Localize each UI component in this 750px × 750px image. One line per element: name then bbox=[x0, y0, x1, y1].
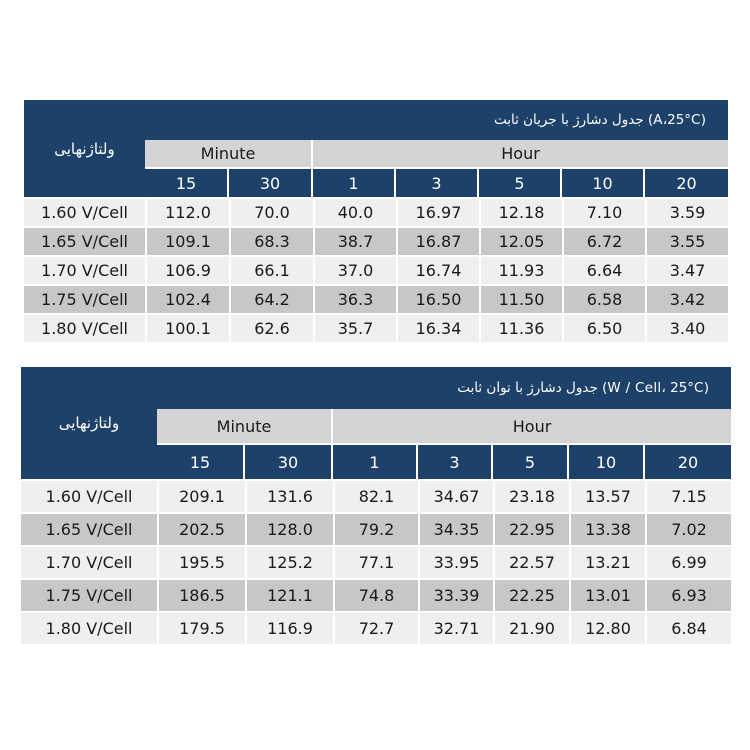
row-label: 1.65 V/Cell bbox=[24, 226, 145, 255]
table-cell: 3.55 bbox=[645, 226, 728, 255]
table-row bbox=[24, 313, 728, 342]
table-cell: 62.6 bbox=[229, 313, 313, 342]
table-cell: 179.5 bbox=[157, 611, 245, 644]
row-label: 1.70 V/Cell bbox=[24, 255, 145, 284]
table-cell: 64.2 bbox=[229, 284, 313, 313]
table-cell: 82.1 bbox=[333, 479, 418, 512]
column-header: 5 bbox=[479, 167, 562, 197]
row-label: 1.80 V/Cell bbox=[21, 611, 157, 644]
table-cell: 12.05 bbox=[479, 226, 562, 255]
table-cell: 11.50 bbox=[479, 284, 562, 313]
table-cell: 125.2 bbox=[245, 545, 333, 578]
row-label: 1.80 V/Cell bbox=[24, 313, 145, 342]
table-cell: 116.9 bbox=[245, 611, 333, 644]
table-cell: 6.50 bbox=[562, 313, 645, 342]
table-cell: 21.90 bbox=[493, 611, 569, 644]
table-cell: 34.67 bbox=[418, 479, 493, 512]
column-header: 15 bbox=[157, 443, 245, 479]
table-cell: 100.1 bbox=[145, 313, 229, 342]
table-cell: 3.42 bbox=[645, 284, 728, 313]
row-label: 1.60 V/Cell bbox=[21, 479, 157, 512]
table-cell: 40.0 bbox=[313, 197, 396, 226]
table-cell: 13.57 bbox=[569, 479, 645, 512]
table-cell: 22.57 bbox=[493, 545, 569, 578]
constant-current-table bbox=[24, 100, 728, 342]
table-cell: 209.1 bbox=[157, 479, 245, 512]
hour-group-header: Hour bbox=[313, 140, 728, 167]
table-cell: 12.18 bbox=[479, 197, 562, 226]
column-header: 1 bbox=[313, 167, 396, 197]
table-cell: 66.1 bbox=[229, 255, 313, 284]
table-cell: 16.87 bbox=[396, 226, 479, 255]
table-cell: 6.72 bbox=[562, 226, 645, 255]
column-header: 30 bbox=[229, 167, 313, 197]
column-header: 1 bbox=[333, 443, 418, 479]
constant-power-table bbox=[21, 367, 731, 644]
table-cell: 35.7 bbox=[313, 313, 396, 342]
row-label: 1.75 V/Cell bbox=[21, 578, 157, 611]
table-title: جدول دشارژ با توان ثابت (W / Cell، 25°C) bbox=[157, 367, 731, 409]
column-header: 30 bbox=[245, 443, 333, 479]
column-header: 3 bbox=[418, 443, 493, 479]
table-cell: 186.5 bbox=[157, 578, 245, 611]
table-cell: 202.5 bbox=[157, 512, 245, 545]
column-header: 20 bbox=[645, 167, 728, 197]
table-cell: 72.7 bbox=[333, 611, 418, 644]
table-cell: 131.6 bbox=[245, 479, 333, 512]
minute-group-header: Minute bbox=[145, 140, 313, 167]
table-cell: 34.35 bbox=[418, 512, 493, 545]
table-cell: 36.3 bbox=[313, 284, 396, 313]
table-cell: 3.59 bbox=[645, 197, 728, 226]
table-cell: 23.18 bbox=[493, 479, 569, 512]
row-label: 1.75 V/Cell bbox=[24, 284, 145, 313]
table-cell: 121.1 bbox=[245, 578, 333, 611]
table-cell: 11.93 bbox=[479, 255, 562, 284]
table-cell: 7.02 bbox=[645, 512, 731, 545]
column-header: 10 bbox=[569, 443, 645, 479]
table-cell: 3.40 bbox=[645, 313, 728, 342]
table-cell: 77.1 bbox=[333, 545, 418, 578]
column-header: 10 bbox=[562, 167, 645, 197]
row-label: 1.70 V/Cell bbox=[21, 545, 157, 578]
table-row bbox=[21, 479, 731, 512]
table-cell: 68.3 bbox=[229, 226, 313, 255]
table-cell: 11.36 bbox=[479, 313, 562, 342]
table-cell: 74.8 bbox=[333, 578, 418, 611]
column-header: 15 bbox=[145, 167, 229, 197]
column-header: 3 bbox=[396, 167, 479, 197]
hour-group-header: Hour bbox=[333, 409, 731, 443]
table-cell: 16.74 bbox=[396, 255, 479, 284]
table-row bbox=[24, 226, 728, 255]
table-cell: 102.4 bbox=[145, 284, 229, 313]
table-cell: 7.15 bbox=[645, 479, 731, 512]
table-cell: 22.95 bbox=[493, 512, 569, 545]
table-cell: 38.7 bbox=[313, 226, 396, 255]
row-label: 1.60 V/Cell bbox=[24, 197, 145, 226]
table-row bbox=[24, 255, 728, 284]
table-cell: 13.01 bbox=[569, 578, 645, 611]
table-cell: 13.38 bbox=[569, 512, 645, 545]
table-title: جدول دشارژ با جریان ثابت (A،25°C) bbox=[145, 100, 728, 140]
table-cell: 6.93 bbox=[645, 578, 731, 611]
column-header: 5 bbox=[493, 443, 569, 479]
table-cell: 109.1 bbox=[145, 226, 229, 255]
table-cell: 16.50 bbox=[396, 284, 479, 313]
table-cell: 33.39 bbox=[418, 578, 493, 611]
table-cell: 195.5 bbox=[157, 545, 245, 578]
table-row bbox=[21, 611, 731, 644]
minute-group-header: Minute bbox=[157, 409, 333, 443]
table-cell: 22.25 bbox=[493, 578, 569, 611]
table-cell: 13.21 bbox=[569, 545, 645, 578]
table-row bbox=[24, 197, 728, 226]
table-cell: 16.34 bbox=[396, 313, 479, 342]
table-cell: 16.97 bbox=[396, 197, 479, 226]
column-header: 20 bbox=[645, 443, 731, 479]
table-cell: 79.2 bbox=[333, 512, 418, 545]
table-cell: 128.0 bbox=[245, 512, 333, 545]
table-cell: 6.58 bbox=[562, 284, 645, 313]
table-cell: 3.47 bbox=[645, 255, 728, 284]
table-cell: 6.64 bbox=[562, 255, 645, 284]
table-row bbox=[21, 512, 731, 545]
table-row bbox=[21, 578, 731, 611]
table-cell: 33.95 bbox=[418, 545, 493, 578]
table-row bbox=[21, 545, 731, 578]
table-cell: 12.80 bbox=[569, 611, 645, 644]
table-cell: 70.0 bbox=[229, 197, 313, 226]
table-cell: 32.71 bbox=[418, 611, 493, 644]
table-cell: 112.0 bbox=[145, 197, 229, 226]
table-cell: 106.9 bbox=[145, 255, 229, 284]
table-cell: 37.0 bbox=[313, 255, 396, 284]
table-cell: 7.10 bbox=[562, 197, 645, 226]
table-cell: 6.99 bbox=[645, 545, 731, 578]
end-voltage-header: ولتاژنهایی bbox=[24, 100, 145, 197]
row-label: 1.65 V/Cell bbox=[21, 512, 157, 545]
table-cell: 6.84 bbox=[645, 611, 731, 644]
table-row bbox=[24, 284, 728, 313]
end-voltage-header: ولتاژنهایی bbox=[21, 367, 157, 479]
